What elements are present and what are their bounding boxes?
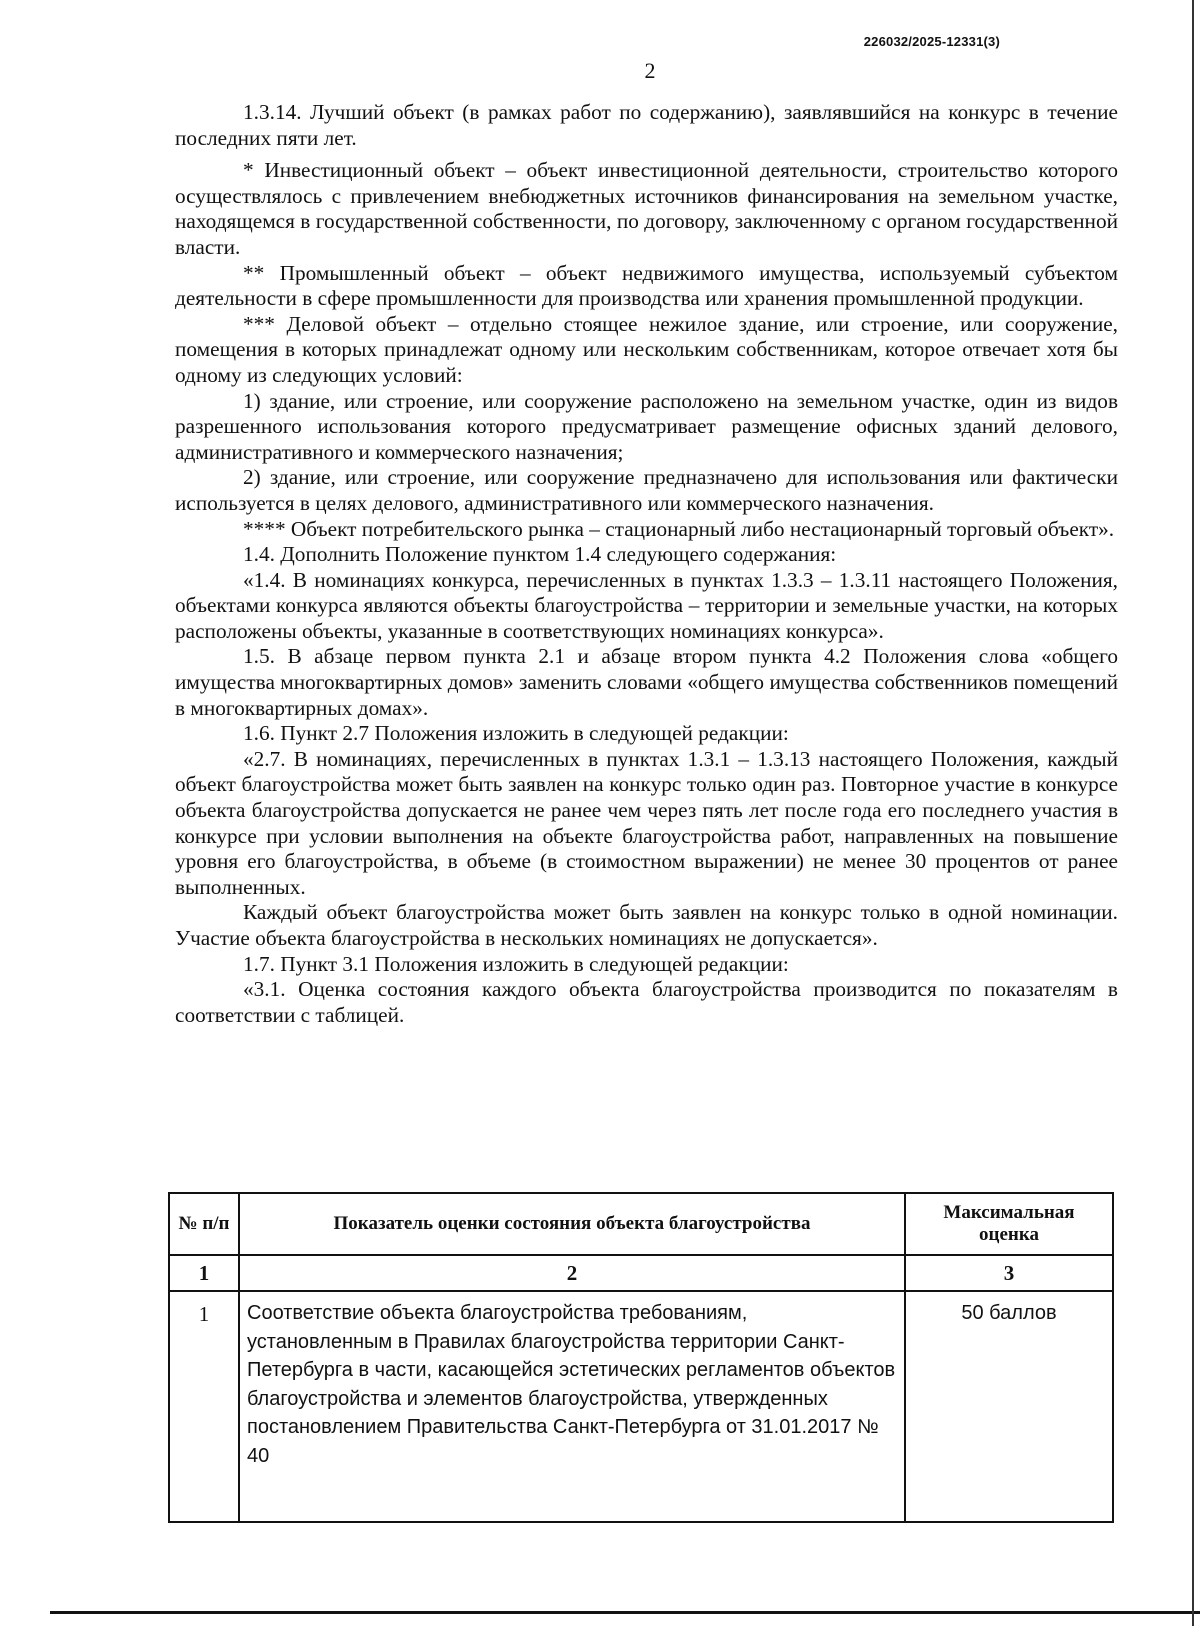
document-number: 226032/2025-12331(3) <box>863 34 1000 49</box>
row-score: 50 баллов <box>905 1291 1113 1522</box>
quoted-1-4: «1.4. В номинациях конкурса, перечисленных в пунктах 1.3.3 – 1.3.11 настоящего Положения, объектами конкурса являются объекты благоустройства – территории и земельные участки, на которых расположены объекты, указанные в соответствующих номинациях конкурса». <box>175 567 1118 643</box>
condition-2: 2) здание, или строение, или сооружение предназначено для использования или фактически используется в целях делового, административного или коммерческого назначения. <box>175 465 1118 515</box>
paragraph-1-5: 1.5. В абзаце первом пункта 2.1 и абзаце втором пункта 4.2 Положения слова «общего имущества многоквартирных домов» заменить словами «общего имущества собственников помещений в многоквартирных домах». <box>175 644 1118 720</box>
header-max-score: Максимальная оценка <box>905 1193 1113 1255</box>
paragraph-nomination-limit: Каждый объект благоустройства может быть заявлен на конкурс только в одной номинации. Участие объекта благоустройства в нескольких номинациях не допускается». <box>175 900 1118 950</box>
assessment-table <box>168 1192 1114 1523</box>
condition-1: 1) здание, или строение, или сооружение расположено на земельном участке, один из видов разрешенного использования которого предусматривает размещение офисных зданий делового, административного и коммерческого назначения; <box>175 388 1118 464</box>
paragraph-1-6: 1.6. Пункт 2.7 Положения изложить в следующей редакции: <box>243 721 789 746</box>
header-number: № п/п <box>169 1193 239 1255</box>
column-number: 2 <box>239 1255 905 1291</box>
paragraph-1-4: 1.4. Дополнить Положение пунктом 1.4 следующего содержания: <box>243 542 837 567</box>
header-indicator: Показатель оценки состояния объекта благоустройства <box>239 1193 905 1255</box>
footnote-business-object: *** Деловой объект – отдельно стоящее нежилое здание, или строение, или сооружение, помещения в которых принадлежат одному или нескольким собственникам, которое отвечает хотя бы одному из следующих условий: <box>175 311 1118 387</box>
column-number: 1 <box>169 1255 239 1291</box>
column-number-row <box>169 1255 1113 1291</box>
page-number: 2 <box>644 58 656 83</box>
row-number: 1 <box>169 1291 239 1522</box>
row-indicator: Соответствие объекта благоустройства требованиям, установленным в Правилах благоустройства территории Санкт-Петербурга в части, касающейся эстетических регламентов объектов благоустройства и элементов благоустройства, утвержденных постановлением Правительства Санкт-Петербурга от 31.01.2017 № 40 <box>239 1291 905 1522</box>
footnote-investment-object: * Инвестиционный объект – объект инвестиционной деятельности, строительство которого осуществлялось с привлечением внебюджетных источников финансирования на земельном участке, находящемся в государственной собственности, по договору, заключенному с органом государственной власти. <box>175 158 1118 259</box>
footnote-industrial-object: ** Промышленный объект – объект недвижимого имущества, используемый субъектом деятельности в сфере промышленности для производства или хранения промышленной продукции. <box>175 260 1118 311</box>
scan-bottom-edge <box>50 1611 1200 1614</box>
table-header-row <box>169 1193 1113 1255</box>
scan-right-edge <box>1192 0 1194 1626</box>
column-number: 3 <box>905 1255 1113 1291</box>
paragraph-1-7: 1.7. Пункт 3.1 Положения изложить в следующей редакции: <box>243 951 789 976</box>
table-row <box>169 1291 1113 1522</box>
footnote-consumer-market-object: **** Объект потребительского рынка – стационарный либо нестационарный торговый объект». <box>243 516 1115 541</box>
document-body <box>175 100 1118 1028</box>
quoted-2-7: «2.7. В номинациях, перечисленных в пунктах 1.3.1 – 1.3.13 настоящего Положения, каждый объект благоустройства может быть заявлен на конкурс только один раз. Повторное участие в конкурсе объекта благоустройства допускается не ранее чем через пять лет после года его последнего участия в конкурсе при условии выполнения на объекте благоустройства работ, направленных на повышение уровня его благоустройства, в объеме (в стоимостном выражении) не менее 30 процентов от ранее выполненных. <box>175 746 1118 899</box>
quoted-3-1: «3.1. Оценка состояния каждого объекта благоустройства производится по показателям в соответствии с таблицей. <box>175 977 1118 1027</box>
paragraph-1-3-14: 1.3.14. Лучший объект (в рамках работ по содержанию), заявлявшийся на конкурс в течение последних пяти лет. <box>175 100 1118 150</box>
